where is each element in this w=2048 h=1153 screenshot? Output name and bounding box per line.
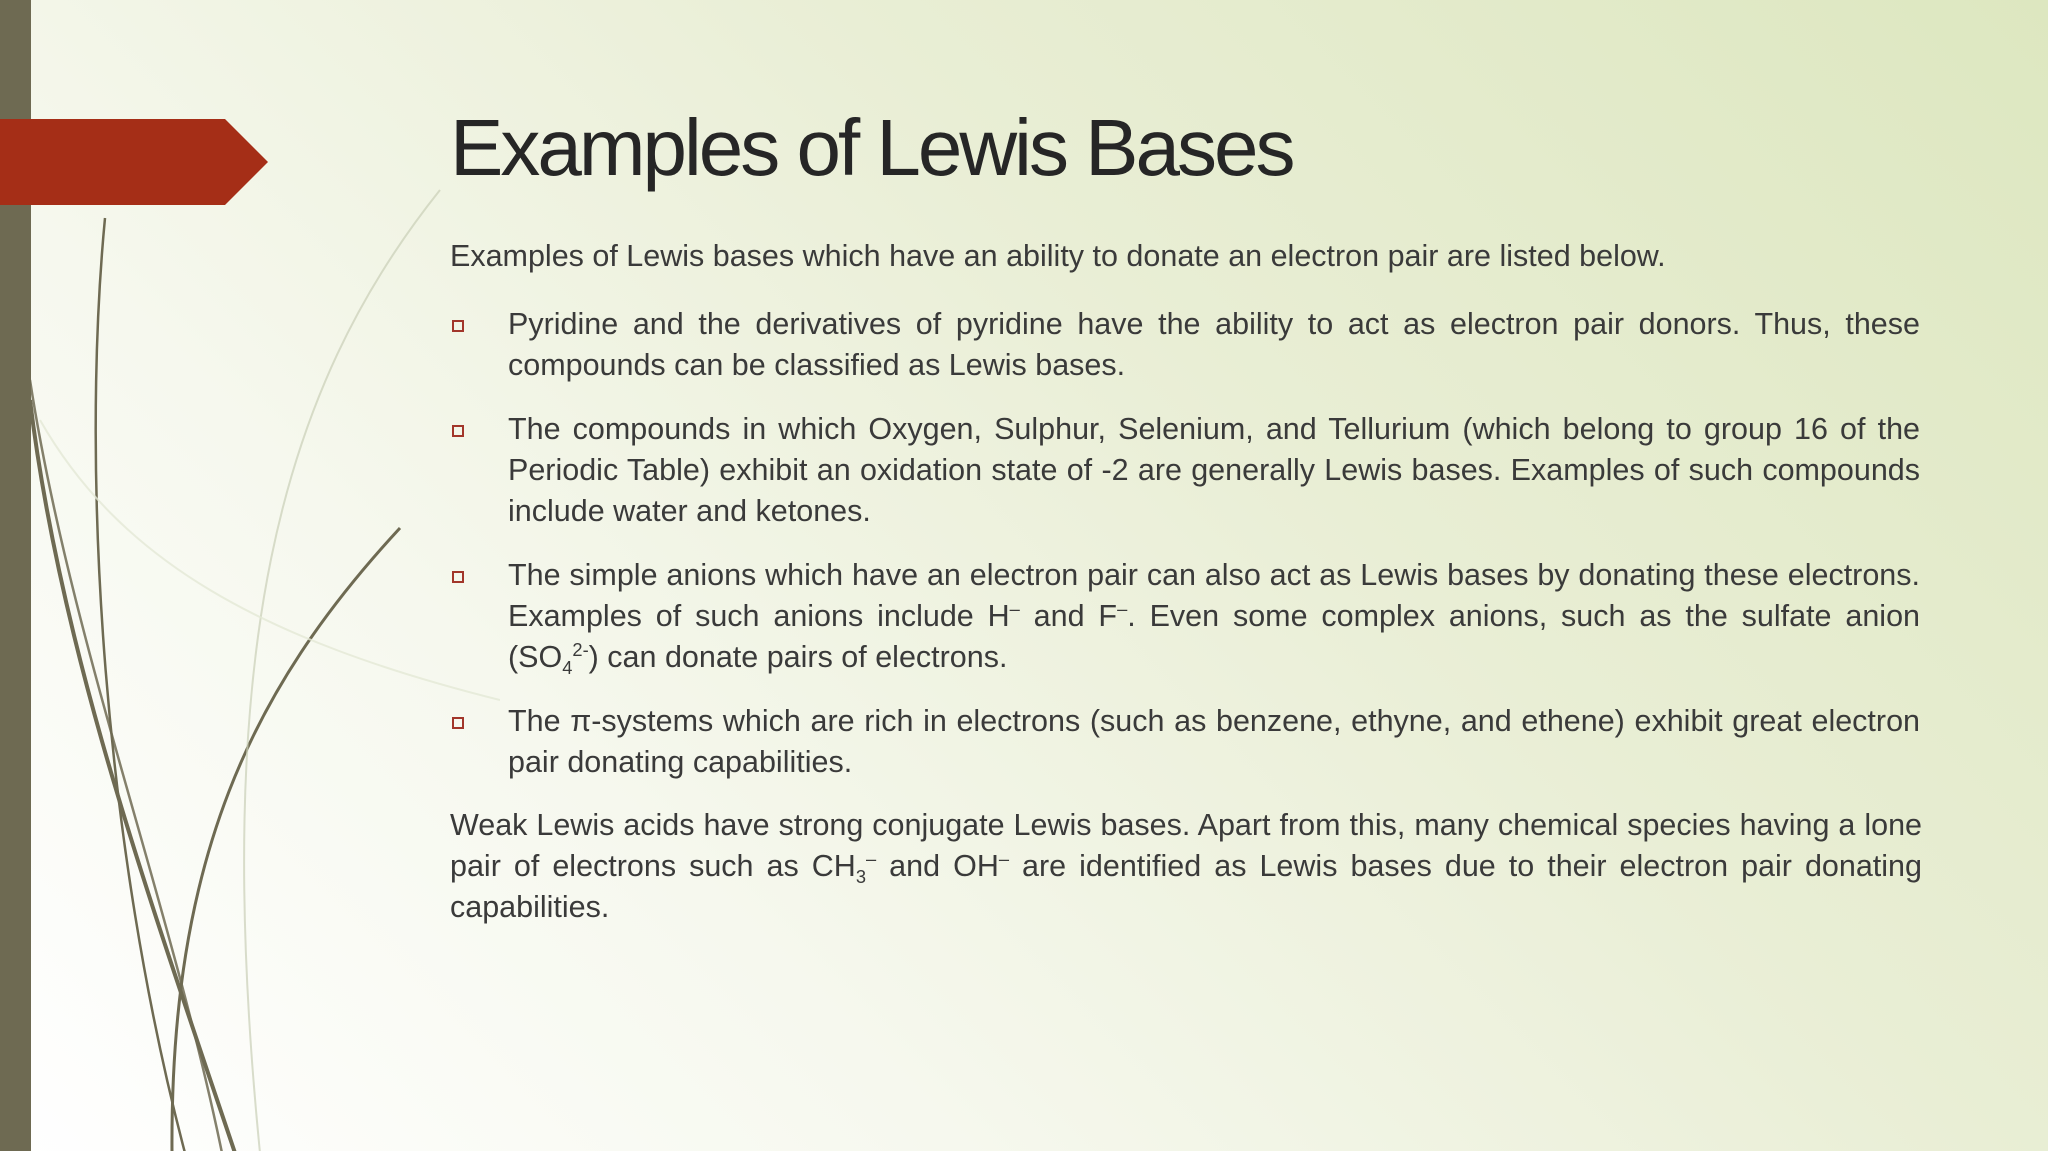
bullet-item-group16	[450, 409, 1920, 532]
superscript-charge: 2-	[572, 638, 589, 660]
bullet-text	[508, 555, 1920, 678]
text-segment: are identified as Lewis bases due to their electron pair donating capabilities.	[450, 849, 1922, 924]
superscript-charge: –	[1117, 597, 1128, 619]
subscript-count: 3	[855, 866, 866, 888]
subscript-count: 4	[562, 657, 573, 679]
text-segment: Weak Lewis acids have strong conjugate Lewis bases. Apart from this, many chemical species having a lone pair of electrons such as CH	[450, 808, 1922, 883]
superscript-charge: –	[866, 847, 877, 869]
square-outline-icon	[452, 425, 464, 437]
bullet-list	[450, 304, 1920, 806]
closing-paragraph	[450, 805, 1922, 928]
slide-title: Examples of Lewis Bases	[450, 103, 1293, 192]
square-outline-icon	[452, 717, 464, 729]
bullet-text: The compounds in which Oxygen, Sulphur, Selenium, and Tellurium (which belong to group 16 of the Periodic Table) exhibit an oxidation state of -2 are generally Lewis bases. Examples of such compounds include water and ketones.	[508, 412, 1920, 528]
text-segment: and OH	[876, 849, 999, 883]
bullet-text: The π-systems which are rich in electrons (such as benzene, ethyne, and ethene) exhibit great electron pair donating capabilities.	[508, 704, 1920, 779]
bullet-item-pi-systems	[450, 701, 1920, 783]
square-outline-icon	[452, 320, 464, 332]
accent-arrow-shape	[0, 119, 268, 205]
text-segment: and F	[1019, 599, 1118, 633]
square-outline-icon	[452, 571, 464, 583]
bullet-item-pyridine	[450, 304, 1920, 386]
bullet-item-anions	[450, 555, 1920, 678]
text-segment: The simple anions which have an electron pair can also act as Lewis bases by donating these electrons. Examples of such anions include H	[508, 558, 1920, 633]
superscript-charge: –	[1009, 597, 1020, 619]
intro-paragraph: Examples of Lewis bases which have an ability to donate an electron pair are listed below.	[450, 239, 1666, 273]
text-segment: ) can donate pairs of electrons.	[588, 640, 1008, 674]
bullet-text: Pyridine and the derivatives of pyridine have the ability to act as electron pair donors. Thus, these compounds can be classified as Lewis bases.	[508, 307, 1920, 382]
text-segment: . Even some complex anions, such as the sulfate anion (SO	[508, 599, 1921, 674]
superscript-charge: –	[998, 847, 1010, 869]
